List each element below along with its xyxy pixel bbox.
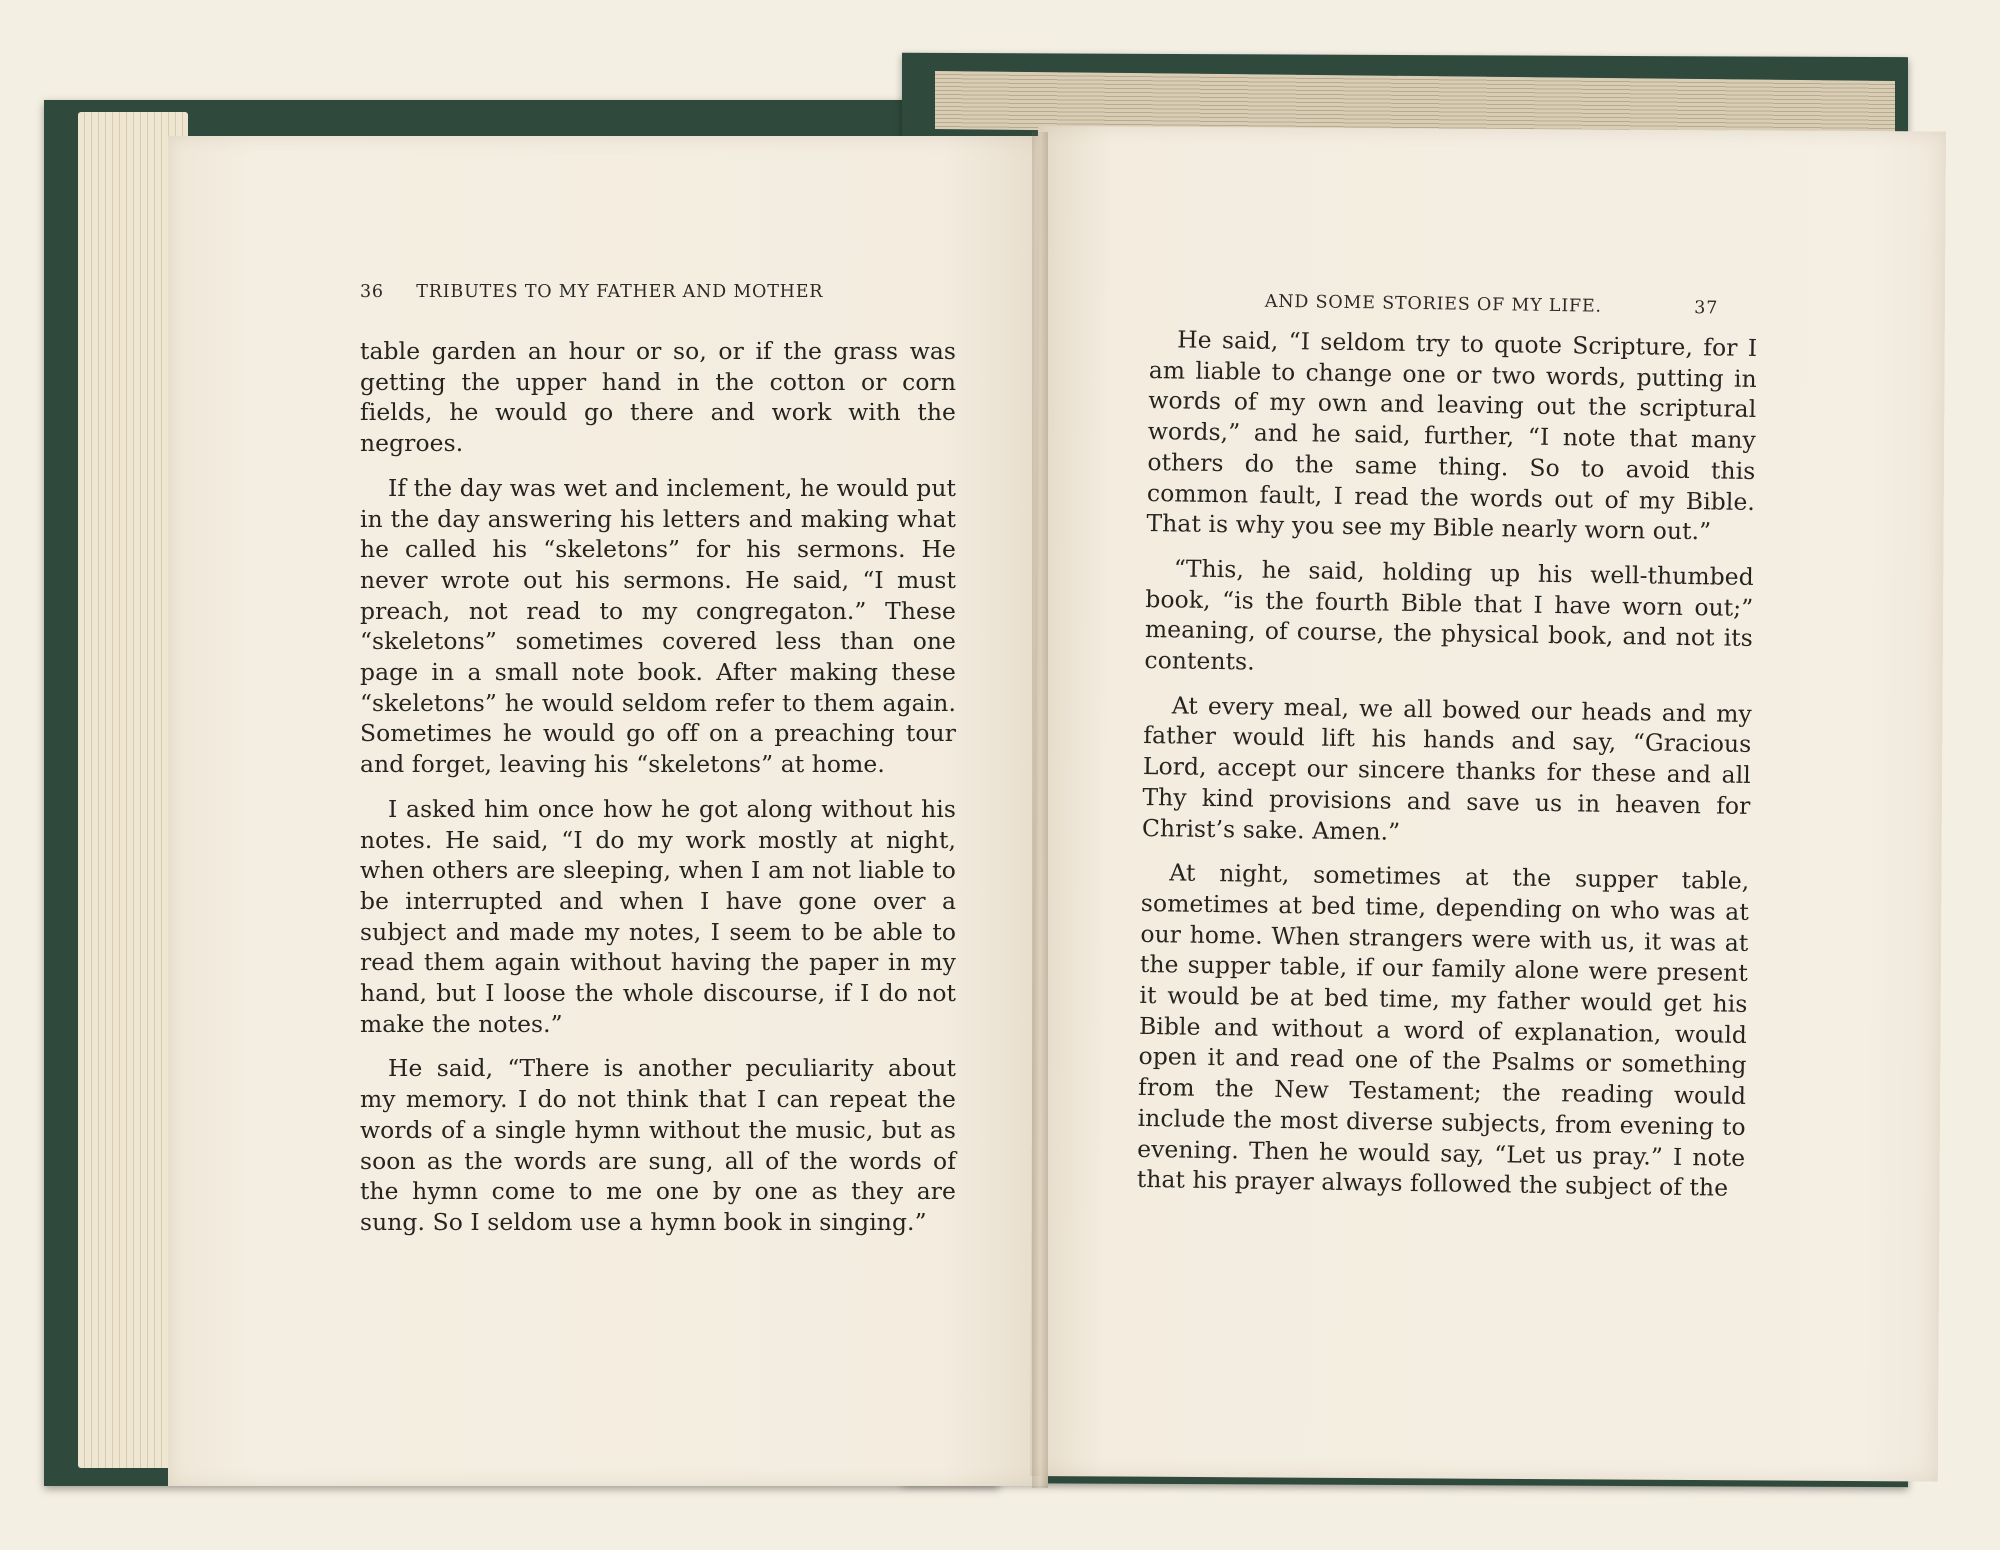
left-running-head <box>360 282 823 302</box>
paragraph: He said, “I seldom try to quote Scripture, for I am liable to change one or two words, putting in words of my own and leaving out the scriptural words,” and he said, further, “I note that many others do the same thing. So to avoid this common fault, I read the words out of my Bible. That is why you see my Bible nearly worn out.” <box>1146 325 1758 546</box>
paragraph: He said, “There is another peculiarity about my memory. I do not think that I can repeat the words of a single hymn without the music, but as soon as the words are sung, all of the words of the hymn come to me one by one as they are sung. So I seldom use a hymn book in singing.” <box>360 1054 956 1236</box>
paragraph: At every meal, we all bowed our heads and my father would lift his hands and say, “Gracious Lord, accept our sincere thanks for these and all Thy kind provisions and save us in heaven for Christ’s sake. Amen.” <box>1141 691 1752 846</box>
paragraph: “This, he said, holding up his well-thumbed book, “is the fourth Bible that I have worn out;” meaning, of course, the physical book, and not its contents. <box>1144 554 1755 676</box>
paragraph: At night, sometimes at the supper table, sometimes at bed time, depending on who was at our home. When strangers were with us, it was at the supper table, if our family alone were present it would be at bed time, my father would get his Bible and without a word of explanation, would open it and read one of the Psalms or something from the New Testament; the reading would include the most diverse subjects, from evening to evening. Then he would say, “Let us pray.” I note that his prayer always followed the subject of the <box>1136 858 1750 1202</box>
book-gutter <box>1032 132 1048 1488</box>
paragraph: table garden an hour or so, or if the grass was getting the upper hand in the cotton or corn fields, he would go there and work with the negroes. <box>360 337 956 458</box>
paragraph: I asked him once how he got along without his notes. He said, “I do my work mostly at night, when others are sleeping, when I am not liable to be interrupted and when I have gone over a subject and made my notes, I seem to be able to read them again without having the paper in my hand, but I loose the whole discourse, if I do not make the notes.” <box>360 794 956 1038</box>
right-page-content <box>1137 290 1758 1204</box>
left-running-head-title: TRIBUTES TO MY FATHER AND MOTHER <box>416 282 824 302</box>
paragraph: If the day was wet and inclement, he would put in the day answering his letters and making what he called his “skeletons” for his sermons. He never wrote out his sermons. He said, “I must preach, not read to my congregaton.” These “skeletons” sometimes covered less than one page in a small note book. After making these “skeletons” he would seldom refer to them again. Sometimes he would go off on a preaching tour and forget, leaving his “skeletons” at home. <box>360 473 956 779</box>
left-page-number: 36 <box>360 282 384 302</box>
right-page-text <box>1137 324 1758 1204</box>
right-running-head-title: AND SOME STORIES OF MY LIFE. <box>1264 291 1603 317</box>
left-page-text <box>360 336 956 1252</box>
right-page-number: 37 <box>1694 298 1719 319</box>
